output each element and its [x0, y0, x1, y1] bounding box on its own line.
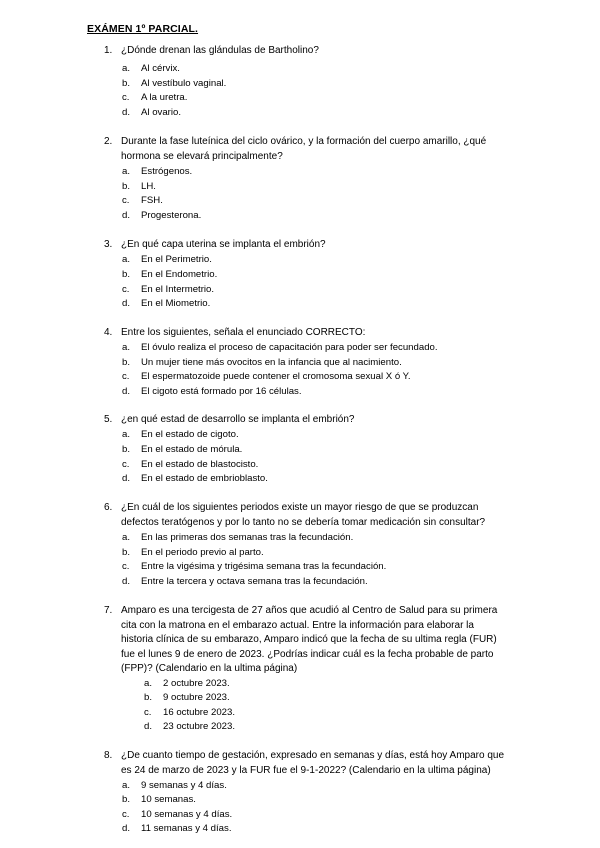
option-letter: c. — [122, 195, 130, 206]
question-number: 5. — [104, 414, 113, 425]
option-text: 10 semanas y 4 días. — [141, 809, 233, 820]
option-letter: b. — [122, 547, 131, 558]
option-text: En el estado de embrioblasto. — [141, 473, 268, 484]
option-text: En el Perimetrio. — [141, 254, 212, 265]
option-letter: d. — [122, 823, 131, 834]
option-letter: a. — [122, 342, 131, 353]
option-text: A la uretra. — [141, 92, 188, 103]
question-text-line: defectos teratógenos y por lo tanto no se debería tomar medicación sin consultar? — [121, 516, 486, 528]
question-number: 2. — [104, 136, 113, 147]
question-number: 1. — [104, 45, 113, 56]
option-letter: d. — [144, 721, 153, 732]
option-text: Al ovario. — [141, 107, 181, 118]
question-text-line: Entre los siguientes, señala el enunciado CORRECTO: — [121, 327, 366, 338]
option-text: En el estado de blastocisto. — [141, 459, 259, 470]
option-text: 9 semanas y 4 días. — [141, 780, 227, 791]
option-text: 16 octubre 2023. — [163, 707, 236, 718]
question-number: 4. — [104, 327, 113, 338]
question-text-line: ¿De cuanto tiempo de gestación, expresado en semanas y días, está hoy Amparo que — [121, 750, 505, 761]
option-letter: c. — [122, 371, 130, 382]
option-letter: c. — [144, 707, 152, 718]
option-text: En las primeras dos semanas tras la fecundación. — [141, 532, 354, 543]
option-text: LH. — [141, 181, 156, 192]
option-text: 9 octubre 2023. — [163, 692, 230, 703]
option-letter: d. — [122, 210, 131, 221]
option-letter: d. — [122, 107, 131, 118]
option-letter: d. — [122, 386, 131, 397]
option-letter: a. — [122, 532, 131, 543]
option-text: El cigoto está formado por 16 células. — [141, 386, 302, 397]
option-text: En el estado de cigoto. — [141, 429, 239, 440]
option-letter: c. — [122, 284, 130, 295]
option-text: 11 semanas y 4 días. — [141, 823, 232, 834]
option-text: Al cérvix. — [141, 63, 180, 74]
option-text: Estrógenos. — [141, 166, 193, 177]
question-text-line: ¿en qué estad de desarrollo se implanta el embrión? — [121, 414, 355, 425]
exam-title: EXÁMEN 1º PARCIAL. — [87, 23, 199, 35]
option-text: El óvulo realiza el proceso de capacitación para poder ser fecundado. — [141, 342, 438, 353]
option-letter: c. — [122, 459, 130, 470]
option-letter: a. — [122, 780, 131, 791]
option-text: En el Miometrio. — [141, 298, 211, 309]
option-letter: b. — [122, 78, 131, 89]
option-letter: b. — [122, 444, 131, 455]
option-letter: a. — [144, 678, 153, 689]
option-letter: d. — [122, 576, 131, 587]
question-text-line: cita con la matrona en el embarazo actual. Entre la información para elaborar la — [121, 619, 474, 631]
option-text: 23 octubre 2023. — [163, 721, 236, 732]
option-letter: b. — [122, 357, 131, 368]
question-text-line: ¿Dónde drenan las glándulas de Bartholino? — [121, 45, 319, 56]
option-letter: a. — [122, 166, 131, 177]
question-number: 7. — [104, 605, 113, 616]
question-text-line: ¿En cuál de los siguientes periodos existe un mayor riesgo de que se produzcan — [121, 502, 479, 513]
question-number: 3. — [104, 239, 113, 250]
question-text-line: fue el lunes 9 de enero de 2023. ¿Podrías indicar cuál es la fecha probable de parto — [121, 648, 494, 660]
question-text-line: es 24 de marzo de 2023 y la FUR fue el 9-1-2022? (Calendario en la ultima página) — [121, 764, 491, 776]
option-letter: a. — [122, 63, 131, 74]
option-letter: a. — [122, 254, 131, 265]
option-text: Entre la tercera y octava semana tras la fecundación. — [141, 576, 368, 587]
option-letter: a. — [122, 429, 131, 440]
option-letter: b. — [122, 269, 131, 280]
question-text-line: (FPP)? (Calendario en la ultima página) — [121, 663, 298, 675]
option-text: Entre la vigésima y trigésima semana tras la fecundación. — [141, 561, 387, 572]
option-letter: c. — [122, 809, 130, 820]
question-number: 8. — [104, 750, 113, 761]
question-text-line: ¿En qué capa uterina se implanta el embrión? — [121, 239, 326, 250]
option-letter: d. — [122, 298, 131, 309]
option-text: En el Endometrio. — [141, 269, 218, 280]
option-text: Al vestíbulo vaginal. — [141, 78, 227, 89]
option-text: Progesterona. — [141, 210, 202, 221]
option-text: 10 semanas. — [141, 794, 196, 805]
option-letter: c. — [122, 561, 130, 572]
option-letter: b. — [144, 692, 153, 703]
option-text: 2 octubre 2023. — [163, 678, 230, 689]
option-text: En el estado de mórula. — [141, 444, 243, 455]
option-text: En el periodo previo al parto. — [141, 547, 264, 558]
question-text-line: hormona se elevará principalmente? — [121, 150, 283, 162]
question-text-line: Amparo es una tercigesta de 27 años que acudió al Centro de Salud para su primera — [121, 605, 498, 616]
option-letter: c. — [122, 92, 130, 103]
option-text: Un mujer tiene más ovocitos en la infancia que al nacimiento. — [141, 357, 402, 368]
question-text-line: historia clínica de su embarazo, Amparo indicó que la fecha de su ultima regla (FUR) — [121, 634, 497, 646]
question-text-line: Durante la fase luteínica del ciclo ovárico, y la formación del cuerpo amarillo, ¿qué — [121, 136, 487, 147]
option-text: El espermatozoide puede contener el cromosoma sexual X ó Y. — [141, 371, 411, 382]
option-letter: b. — [122, 181, 131, 192]
option-text: En el Intermetrio. — [141, 284, 215, 295]
option-letter: b. — [122, 794, 131, 805]
question-number: 6. — [104, 502, 113, 513]
option-text: FSH. — [141, 195, 163, 206]
option-letter: d. — [122, 473, 131, 484]
